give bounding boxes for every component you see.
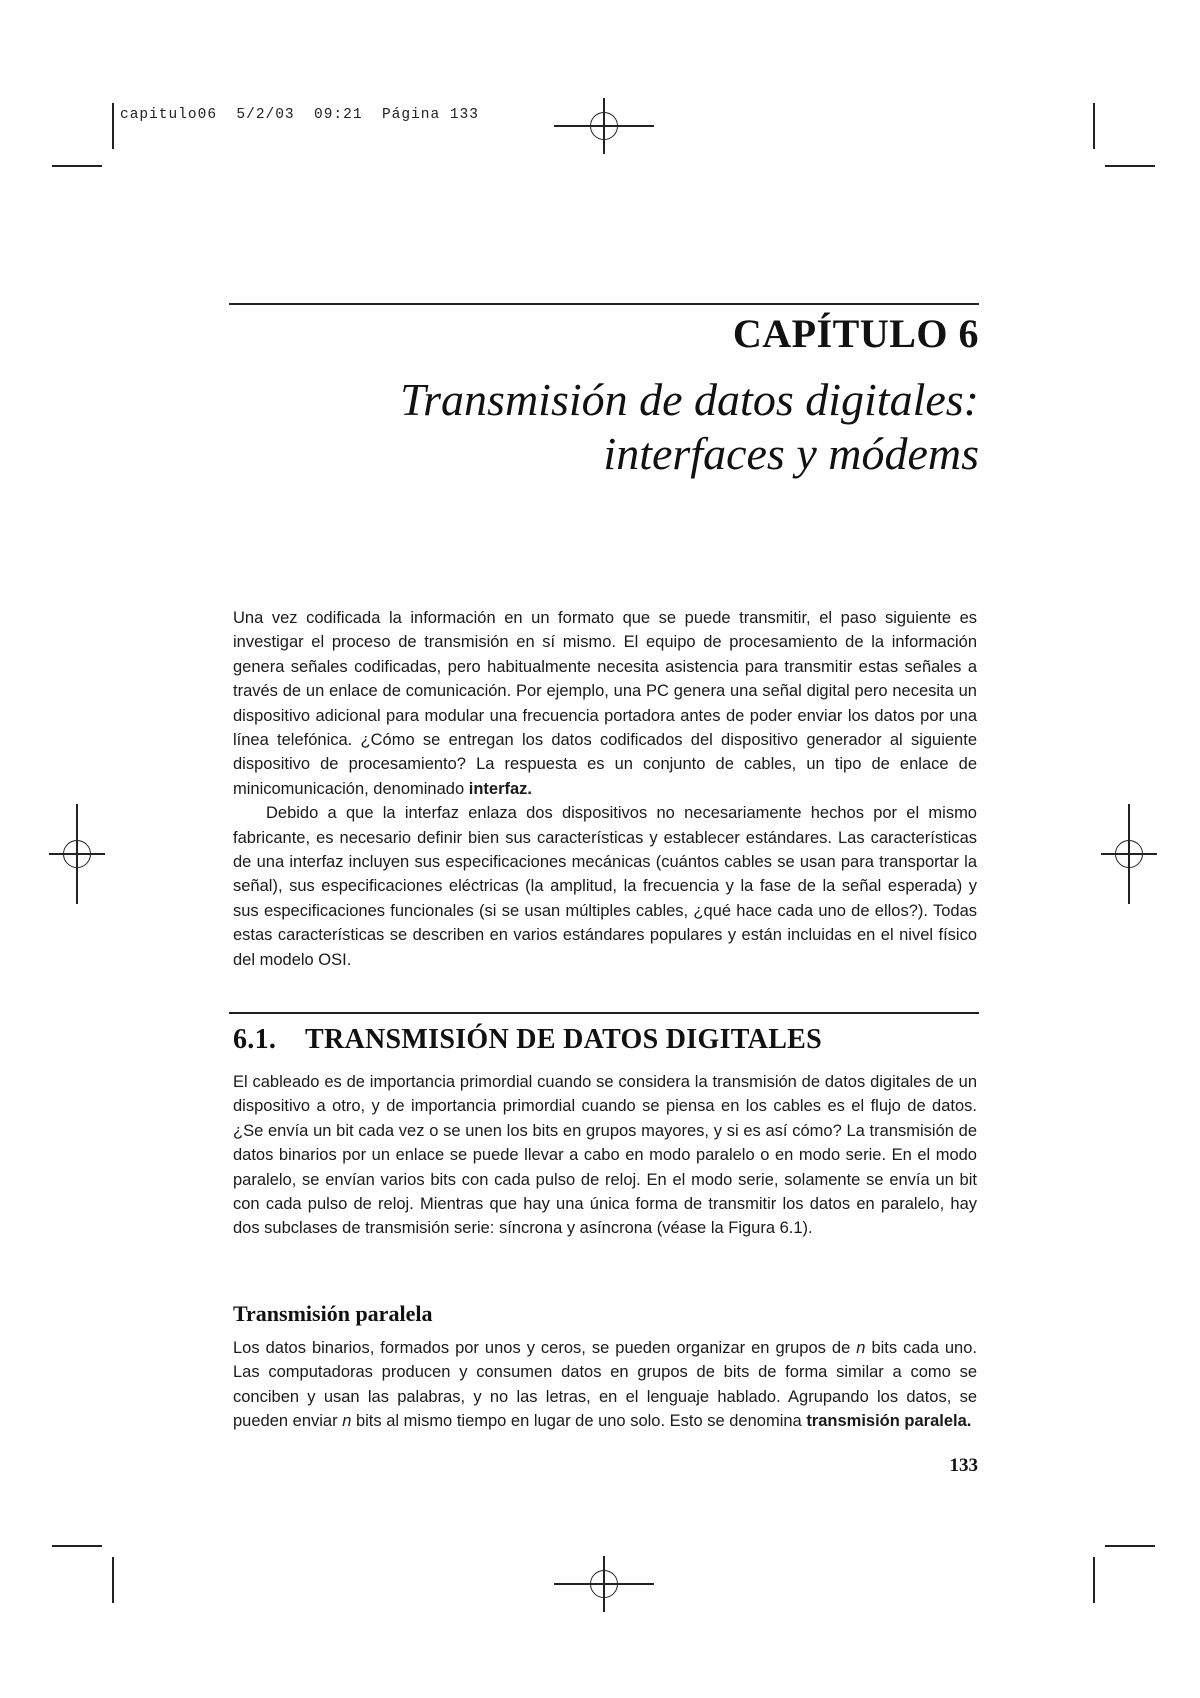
registration-mark-top-icon	[582, 104, 626, 148]
section-paragraph-1: El cableado es de importancia primordial cuando se considera la transmisión de datos digitales de un dispositivo a otro, y de importancia primordial cuando se piensa en los cables es el flujo de datos. ¿Se envía un bit cada vez o se unen los bits en grupos mayores, y si es así cómo? La transmisión de datos binarios por un enlace se puede llevar a cabo en modo paralelo o en modo serie. En el modo paralelo, se envían varios bits con cada pulso de reloj. En el modo serie, solamente se envía un bit con cada pulso de reloj. Mientras que hay una única forma de transmitir los datos en paralelo, hay dos subclases de transmisión serie: síncrona y asíncrona (véase la Figura 6.1).	[233, 1073, 977, 1238]
subsection-text	[233, 1336, 977, 1434]
subsection-heading: Transmisión paralela	[233, 1301, 433, 1326]
term-interfaz: interfaz.	[468, 779, 532, 798]
section-number: 6.1.	[233, 1024, 277, 1055]
crop-mark-bottom-right-v	[1093, 1557, 1095, 1603]
section-rule	[229, 1012, 979, 1014]
section-title: TRANSMISIÓN DE DATOS DIGITALES	[305, 1024, 823, 1055]
term-transmision-paralela: transmisión paralela.	[806, 1412, 972, 1431]
variable-n: n	[856, 1339, 866, 1357]
crop-mark-top-right-h	[1105, 165, 1155, 167]
intro-paragraph-1: Una vez codificada la información en un formato que se puede transmitir, el paso siguiente es investigar el proceso de transmisión en sí mismo. El equipo de procesamiento de la información genera señales codificadas, pero habitualmente necesita asistencia para transmitir estas señales a través de un enlace de comunicación. Por ejemplo, una PC genera una señal digital pero necesita un dispositivo adicional para modular una frecuencia portadora antes de poder enviar los datos por una línea telefónica. ¿Cómo se entregan los datos codificados del dispositivo generador al siguiente dispositivo de procesamiento? La respuesta es un conjunto de cables, un tipo de enlace de minicomunicación, denominado interfaz.	[233, 609, 977, 798]
crop-mark-bottom-right-h	[1105, 1545, 1155, 1547]
chapter-rule	[229, 303, 979, 305]
section-text	[233, 1070, 977, 1241]
crop-mark-bottom-left-v	[112, 1557, 114, 1603]
registration-mark-bottom-icon	[582, 1562, 626, 1606]
variable-n: n	[342, 1412, 352, 1431]
page-number: 133	[949, 1455, 978, 1476]
crop-mark-bottom-left-h	[52, 1545, 102, 1547]
intro-text	[233, 606, 977, 972]
registration-mark-left-icon	[55, 832, 99, 876]
section-heading	[233, 1024, 822, 1056]
crop-mark-top-left-h	[52, 165, 102, 167]
registration-mark-right-icon	[1107, 832, 1151, 876]
crop-mark-top-left-v	[112, 103, 114, 149]
chapter-title-line-2: interfaces y módems	[603, 428, 979, 479]
chapter-label: CAPÍTULO 6	[732, 311, 979, 356]
intro-paragraph-2: Debido a que la interfaz enlaza dos dispositivos no necesariamente hechos por el mismo fabricante, es necesario definir bien sus características y establecer estándares. Las características de una interfaz incluyen sus especificaciones mecánicas (cuántos cables se usan para transportar la señal), sus especificaciones eléctricas (la amplitud, la frecuencia y la fase de la señal esperada) y sus especificaciones funcionales (si se usan múltiples cables, ¿qué hace cada uno de ellos?). Todas estas características se describen en varios estándares populares y están incluidas en el nivel físico del modelo OSI.	[233, 804, 977, 969]
print-slug: capitulo06 5/2/03 09:21 Página 133	[120, 107, 479, 123]
subsection-paragraph-1: Los datos binarios, formados por unos y ceros, se pueden organizar en grupos de n bits cada uno. Las computadoras producen y consumen datos en grupos de bits de forma similar a como se conciben y usan las palabras, y no las letras, en el lenguaje hablado. Agrupando los datos, se pueden enviar n bits al mismo tiempo en lugar de uno solo. Esto se denomina transmisión paralela.	[233, 1339, 977, 1431]
chapter-title	[400, 373, 979, 481]
crop-mark-top-right-v	[1093, 103, 1095, 149]
chapter-title-line-1: Transmisión de datos digitales:	[400, 374, 979, 425]
